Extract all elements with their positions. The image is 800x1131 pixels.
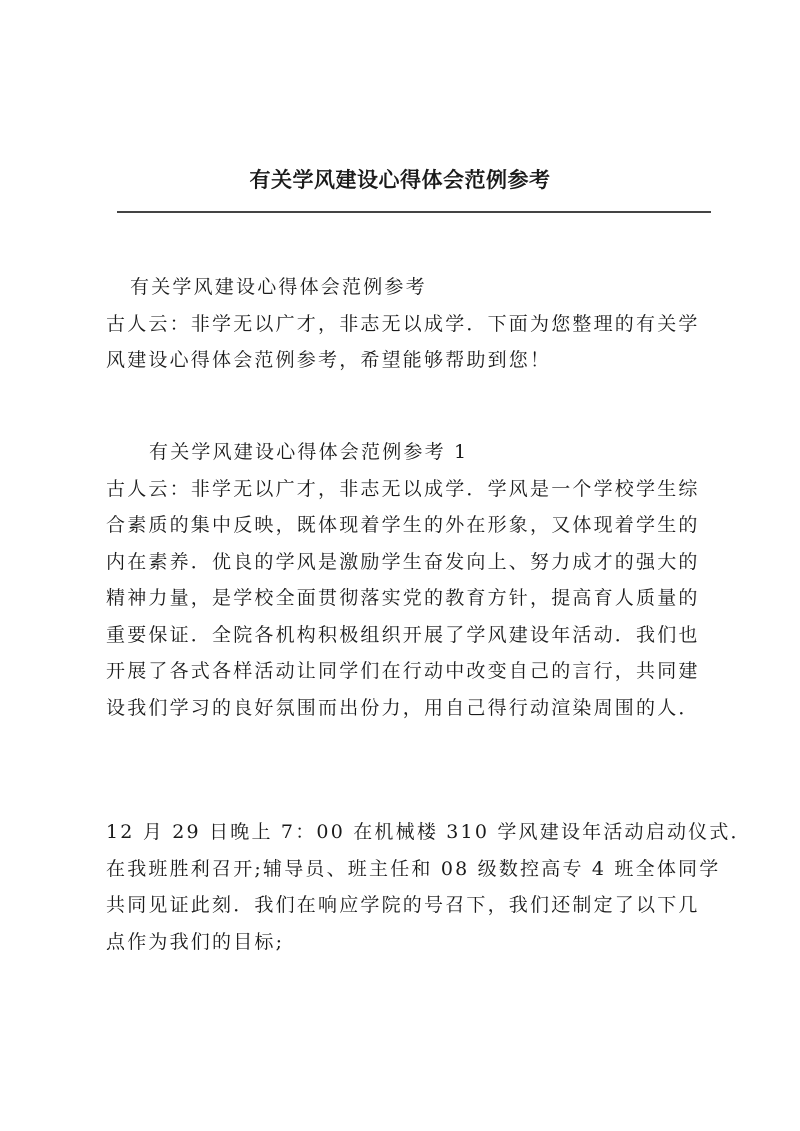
intro-heading: 有关学风建设心得体会范例参考 — [130, 276, 427, 298]
section-1-line: 设我们学习的良好氛围而出份力，用自己得行动渲染周围的人． — [106, 696, 700, 719]
section-1-line: 内在素养．优良的学风是激励学生奋发向上、努力成才的强大的 — [106, 550, 700, 573]
section-2-line: 在我班胜利召开;辅导员、班主任和 08 级数控高专 4 班全体同学 — [106, 857, 721, 880]
section-1-line: 开展了各式各样活动让同学们在行动中改变自己的言行，共同建 — [106, 660, 700, 682]
section-2-line: 共同见证此刻．我们在响应学院的号召下，我们还制定了以下几 — [106, 894, 700, 916]
document-title: 有关学风建设心得体会范例参考 — [249, 167, 551, 192]
title-divider — [117, 211, 711, 213]
section-2-line: 12 月 29 日晚上 7：00 在机械楼 310 学风建设年活动启动仪式． — [106, 821, 752, 843]
intro-line: 古人云：非学无以广才，非志无以成学．下面为您整理的有关学 — [106, 312, 700, 335]
section-2-line: 点作为我们的目标; — [106, 930, 285, 953]
section-1-line: 古人云：非学无以广才，非志无以成学．学风是一个学校学生综 — [106, 477, 700, 500]
section-1 — [106, 434, 716, 726]
section-1-line: 重要保证．全院各机构积极组织开展了学风建设年活动．我们也 — [106, 623, 700, 646]
intro-section — [106, 269, 716, 379]
section-1-heading: 有关学风建设心得体会范例参考 1 — [149, 441, 469, 463]
section-1-line: 精神力量，是学校全面贯彻落实党的教育方针，提高育人质量的 — [106, 587, 700, 609]
intro-line: 风建设心得体会范例参考，希望能够帮助到您！ — [106, 349, 552, 371]
section-2 — [106, 814, 752, 960]
section-1-line: 合素质的集中反映，既体现着学生的外在形象，又体现着学生的 — [106, 514, 700, 536]
